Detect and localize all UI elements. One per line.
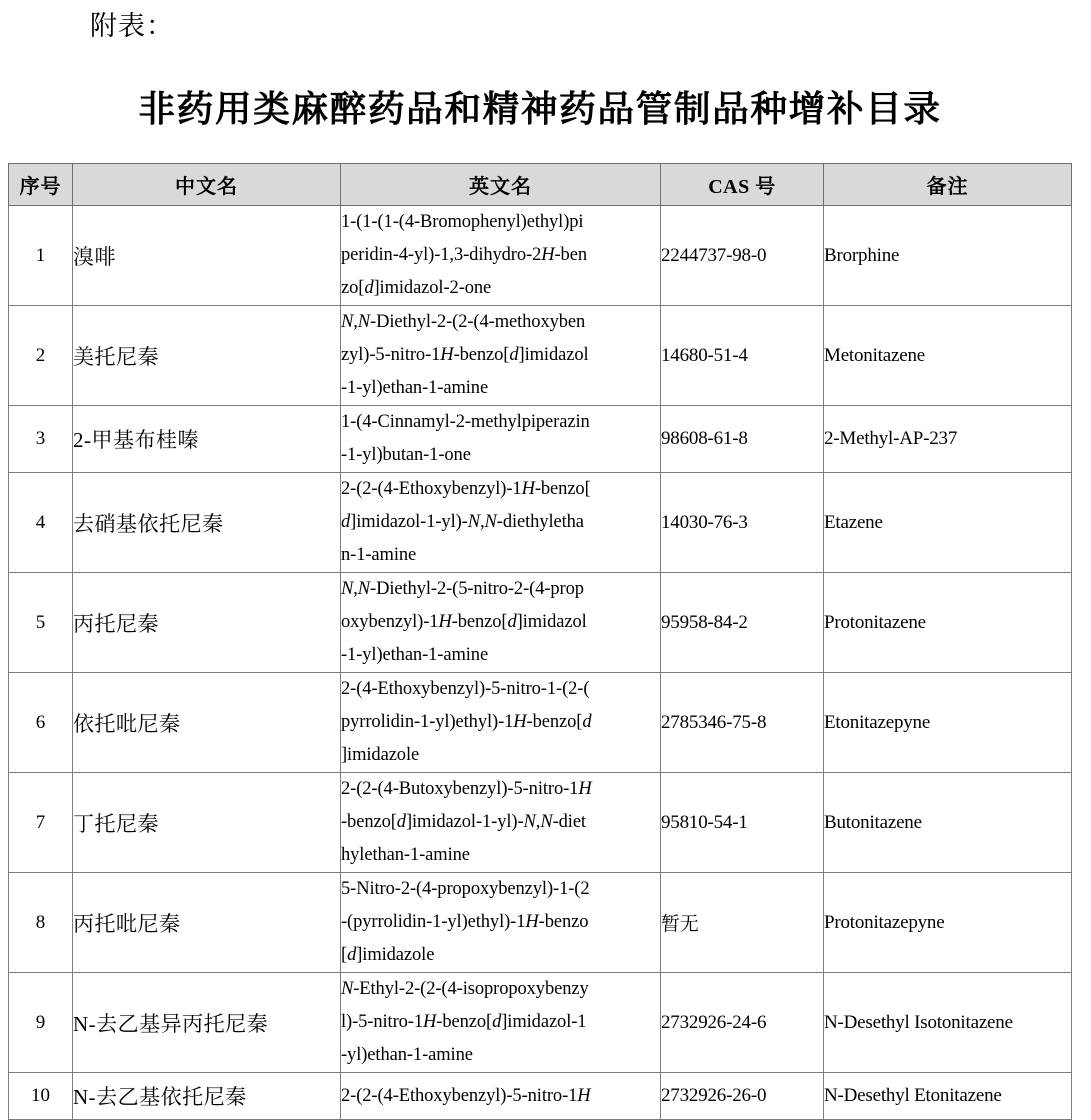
- table-row: [9, 306, 1072, 406]
- cell-cas-number: 14030-76-3: [661, 473, 824, 573]
- table-row: [9, 573, 1072, 673]
- cell-no: 1: [9, 206, 73, 306]
- column-header-no: 序号: [9, 164, 73, 206]
- cell-cas-number: 98608-61-8: [661, 406, 824, 473]
- cell-english-name: 2-(2-(4-Butoxybenzyl)-5-nitro-1H -benzo[d]imidazol-1-yl)-N,N-diet hylethan-1-amine: [341, 773, 661, 873]
- cell-chinese-name: 丁托尼秦: [73, 773, 341, 873]
- cell-chinese-name: 丙托吡尼秦: [73, 873, 341, 973]
- table-header-row: [9, 164, 1072, 206]
- cell-cas-number: 95810-54-1: [661, 773, 824, 873]
- table-row: [9, 473, 1072, 573]
- cell-chinese-name: N-去乙基依托尼秦: [73, 1073, 341, 1120]
- cell-remarks: Etonitazepyne: [824, 673, 1072, 773]
- cell-no: 7: [9, 773, 73, 873]
- page-title: 非药用类麻醉药品和精神药品管制品种增补目录: [138, 89, 942, 130]
- cell-english-name: N,N-Diethyl-2-(5-nitro-2-(4-prop oxybenzyl)-1H-benzo[d]imidazol -1-yl)ethan-1-amine: [341, 573, 661, 673]
- catalog-table-container: [8, 163, 1071, 1120]
- cell-cas-number: 2244737-98-0: [661, 206, 824, 306]
- cell-no: 4: [9, 473, 73, 573]
- cell-english-name: 2-(2-(4-Ethoxybenzyl)-1H-benzo[ d]imidazol-1-yl)-N,N-diethyletha n-1-amine: [341, 473, 661, 573]
- cell-english-name: 1-(4-Cinnamyl-2-methylpiperazin -1-yl)butan-1-one: [341, 406, 661, 473]
- cell-cas-number: 2732926-24-6: [661, 973, 824, 1073]
- attachment-label: 附表：: [90, 11, 174, 41]
- cell-cas-number: 14680-51-4: [661, 306, 824, 406]
- column-header-remarks: 备注: [824, 164, 1072, 206]
- cell-remarks: Metonitazene: [824, 306, 1072, 406]
- cell-remarks: Etazene: [824, 473, 1072, 573]
- column-header-english-name: 英文名: [341, 164, 661, 206]
- cell-no: 8: [9, 873, 73, 973]
- table-row: [9, 973, 1072, 1073]
- cell-remarks: Protonitazene: [824, 573, 1072, 673]
- cell-cas-number: 2785346-75-8: [661, 673, 824, 773]
- catalog-table: [8, 163, 1072, 1120]
- cell-english-name: N-Ethyl-2-(2-(4-isopropoxybenzy l)-5-nitro-1H-benzo[d]imidazol-1 -yl)ethan-1-amine: [341, 973, 661, 1073]
- cell-chinese-name: 丙托尼秦: [73, 573, 341, 673]
- cell-no: 2: [9, 306, 73, 406]
- cell-chinese-name: 2-甲基布桂嗪: [73, 406, 341, 473]
- table-row: [9, 673, 1072, 773]
- cell-cas-number: 暂无: [661, 873, 824, 973]
- cell-remarks: N-Desethyl Isotonitazene: [824, 973, 1072, 1073]
- table-row: [9, 206, 1072, 306]
- cell-chinese-name: N-去乙基异丙托尼秦: [73, 973, 341, 1073]
- table-header: [9, 164, 1072, 206]
- cell-remarks: Butonitazene: [824, 773, 1072, 873]
- cell-chinese-name: 去硝基依托尼秦: [73, 473, 341, 573]
- cell-english-name: 5-Nitro-2-(4-propoxybenzyl)-1-(2 -(pyrrolidin-1-yl)ethyl)-1H-benzo [d]imidazole: [341, 873, 661, 973]
- table-row: [9, 406, 1072, 473]
- cell-chinese-name: 溴啡: [73, 206, 341, 306]
- cell-english-name: 2-(4-Ethoxybenzyl)-5-nitro-1-(2-( pyrrolidin-1-yl)ethyl)-1H-benzo[d ]imidazole: [341, 673, 661, 773]
- cell-remarks: Protonitazepyne: [824, 873, 1072, 973]
- cell-cas-number: 2732926-26-0: [661, 1073, 824, 1120]
- table-row: [9, 773, 1072, 873]
- column-header-cas-number: CAS 号: [661, 164, 824, 206]
- table-row: [9, 1073, 1072, 1120]
- table-body: [9, 206, 1072, 1120]
- cell-no: 6: [9, 673, 73, 773]
- cell-no: 9: [9, 973, 73, 1073]
- column-header-chinese-name: 中文名: [73, 164, 341, 206]
- cell-no: 5: [9, 573, 73, 673]
- cell-cas-number: 95958-84-2: [661, 573, 824, 673]
- cell-no: 10: [9, 1073, 73, 1120]
- cell-english-name: 2-(2-(4-Ethoxybenzyl)-5-nitro-1H: [341, 1073, 661, 1120]
- cell-chinese-name: 依托吡尼秦: [73, 673, 341, 773]
- cell-remarks: Brorphine: [824, 206, 1072, 306]
- table-row: [9, 873, 1072, 973]
- cell-remarks: 2-Methyl-AP-237: [824, 406, 1072, 473]
- cell-remarks: N-Desethyl Etonitazene: [824, 1073, 1072, 1120]
- cell-english-name: 1-(1-(1-(4-Bromophenyl)ethyl)pi peridin-4-yl)-1,3-dihydro-2H-ben zo[d]imidazol-2-one: [341, 206, 661, 306]
- cell-chinese-name: 美托尼秦: [73, 306, 341, 406]
- cell-no: 3: [9, 406, 73, 473]
- cell-english-name: N,N-Diethyl-2-(2-(4-methoxyben zyl)-5-nitro-1H-benzo[d]imidazol -1-yl)ethan-1-amine: [341, 306, 661, 406]
